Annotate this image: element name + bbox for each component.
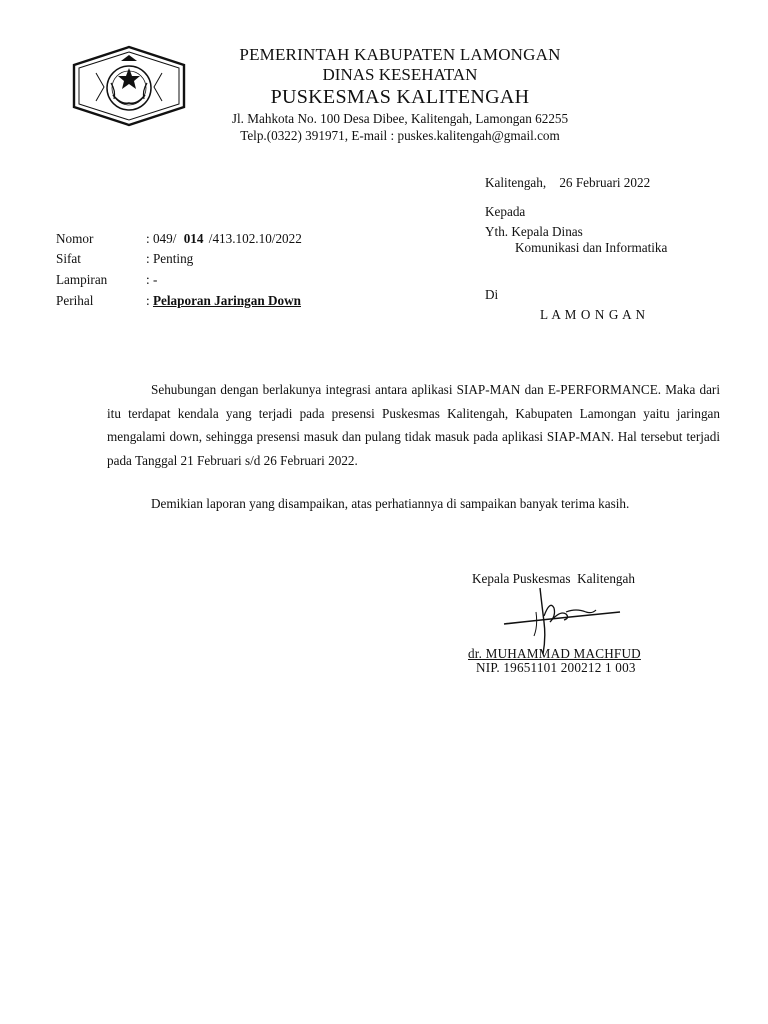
perihal-label: Perihal	[56, 293, 94, 308]
nomor-prefix: : 049/	[146, 231, 177, 246]
recipient-line2: Komunikasi dan Informatika	[515, 240, 668, 255]
signatory-nip: NIP. 19651101 200212 1 003	[476, 660, 636, 675]
recipient-to-label: Kepada	[485, 204, 526, 219]
recipient-line1: Yth. Kepala Dinas	[485, 224, 583, 239]
letterhead	[190, 45, 610, 144]
perihal-value: Pelaporan Jaringan Down	[152, 293, 301, 308]
perihal-colon: :	[146, 293, 153, 308]
department-name: DINAS KESEHATAN	[322, 65, 478, 84]
lampiran-value: : -	[146, 272, 158, 287]
address: Jl. Mahkota No. 100 Desa Dibee, Kalitengah, Lamongan 62255	[231, 111, 569, 126]
signatory-name: dr. MUHAMMAD MACHFUD	[468, 646, 641, 661]
body-paragraph-2: Demikian laporan yang disampaikan, atas perhatiannya di sampaikan banyak terima kasih.	[151, 496, 630, 511]
nomor-suffix: /413.102.10/2022	[208, 231, 302, 246]
sifat-value: : Penting	[146, 251, 194, 266]
recipient-city: L A M O N G A N	[540, 307, 646, 322]
contact-line: Telp.(0322) 391971, E-mail : puskes.kalitengah@gmail.com	[240, 128, 560, 143]
nomor-number: 014	[183, 231, 204, 246]
signature-title: Kepala Puskesmas Kalitengah	[472, 571, 635, 586]
lamongan-emblem-icon	[66, 43, 192, 129]
place-date: Kalitengah, 26 Februari 2022	[485, 175, 651, 190]
letter-body	[107, 378, 720, 516]
institution-name: PUSKESMAS KALITENGAH	[270, 86, 530, 108]
recipient-di-label: Di	[485, 287, 499, 302]
sifat-label: Sifat	[56, 251, 81, 266]
body-paragraph-1: Sehubungan dengan berlakunya integrasi antara aplikasi SIAP-MAN dan E-PERFORMANCE. Maka dari itu terdapat kendala yang terjadi pada presensi Puskesmas Kalitengah, Kabupaten Lamongan yaitu jaringan mengalami down, sehingga presensi masuk dan pulang tidak masuk pada aplikasi SIAP-MAN. Hal tersebut terjadi pada Tanggal 21 Februari s/d 26 Februari 2022.	[107, 382, 720, 468]
government-name: PEMERINTAH KABUPATEN LAMONGAN	[239, 45, 561, 64]
perihal-value-wrap	[146, 293, 301, 309]
nomor-value	[146, 231, 302, 247]
lampiran-label: Lampiran	[56, 272, 108, 287]
nomor-label: Nomor	[56, 231, 94, 246]
